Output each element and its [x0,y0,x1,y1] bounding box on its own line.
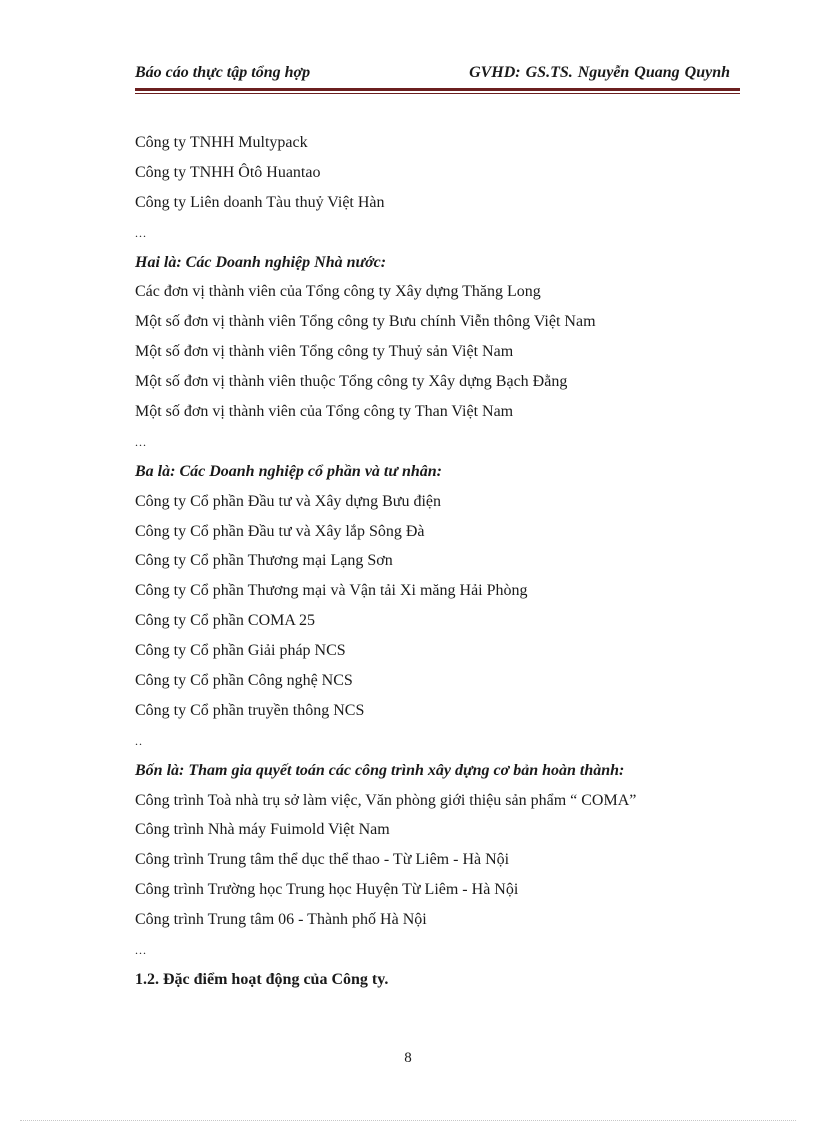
body-line: Công ty Cổ phần Đầu tư và Xây dựng Bưu điện [135,492,441,510]
header-supervisor: GVHD: GS.TS. Nguyễn Quang Quynh [469,64,730,81]
ellipsis-line: .. [135,733,143,748]
body-line: Công trình Trung tâm 06 - Thành phố Hà Nội [135,911,427,929]
body-line: Một số đơn vị thành viên thuộc Tổng công ty Xây dựng Bạch Đằng [135,373,568,391]
body-line: Công ty TNHH Multypack [135,134,308,151]
page-header [135,62,740,88]
page-number: 8 [404,1050,412,1066]
body-line: Công ty Cổ phần Giải pháp NCS [135,642,346,660]
header-report-title: Báo cáo thực tập tổng hợp [135,64,311,81]
ellipsis-line: ... [135,434,147,449]
header-rule-thin [135,93,740,94]
body-line: Một số đơn vị thành viên Tổng công ty Bưu chính Viễn thông Việt Nam [135,313,596,331]
section-heading-state-enterprises: Hai là: Các Doanh nghiệp Nhà nước: [135,253,387,271]
body-line: Công trình Nhà máy Fuimold Việt Nam [135,821,390,839]
ellipsis-line: ... [135,225,147,240]
body-line: Một số đơn vị thành viên của Tổng công ty Than Việt Nam [135,403,514,421]
body-line: Công ty Cổ phần truyền thông NCS [135,701,365,719]
section-heading-joint-stock: Ba là: Các Doanh nghiệp cổ phần và tư nhân: [135,462,442,480]
page-bottom-border [20,1120,796,1121]
section-title-1-2: 1.2. Đặc điểm hoạt động của Công ty. [135,970,389,988]
header-rule-thick [135,88,740,91]
body-line: Công ty TNHH Ôtô Huantao [135,163,321,181]
page-body [135,131,740,998]
body-line: Công ty Cổ phần Thương mại và Vận tải Xi măng Hải Phòng [135,582,528,600]
body-line: Một số đơn vị thành viên Tổng công ty Thuỷ sản Việt Nam [135,343,514,361]
body-line: Các đơn vị thành viên của Tổng công ty Xây dựng Thăng Long [135,283,541,301]
body-line: Công ty Cổ phần COMA 25 [135,612,316,630]
body-line: Công ty Cổ phần Công nghệ NCS [135,672,353,690]
body-line: Công ty Liên doanh Tàu thuỷ Việt Hàn [135,193,385,211]
body-line: Công ty Cổ phần Đầu tư và Xây lắp Sông Đà [135,522,425,540]
body-line: Công trình Trung tâm thể dục thể thao - Từ Liêm - Hà Nội [135,851,510,869]
ellipsis-line: ... [135,943,147,958]
section-heading-settlement: Bốn là: Tham gia quyết toán các công trình xây dựng cơ bản hoàn thành: [135,761,625,779]
body-line: Công ty Cổ phần Thương mại Lạng Sơn [135,552,393,570]
body-line: Công trình Trường học Trung học Huyện Từ Liêm - Hà Nội [135,881,519,899]
body-line: Công trình Toà nhà trụ sở làm việc, Văn phòng giới thiệu sản phẩm “ COMA” [135,791,637,809]
